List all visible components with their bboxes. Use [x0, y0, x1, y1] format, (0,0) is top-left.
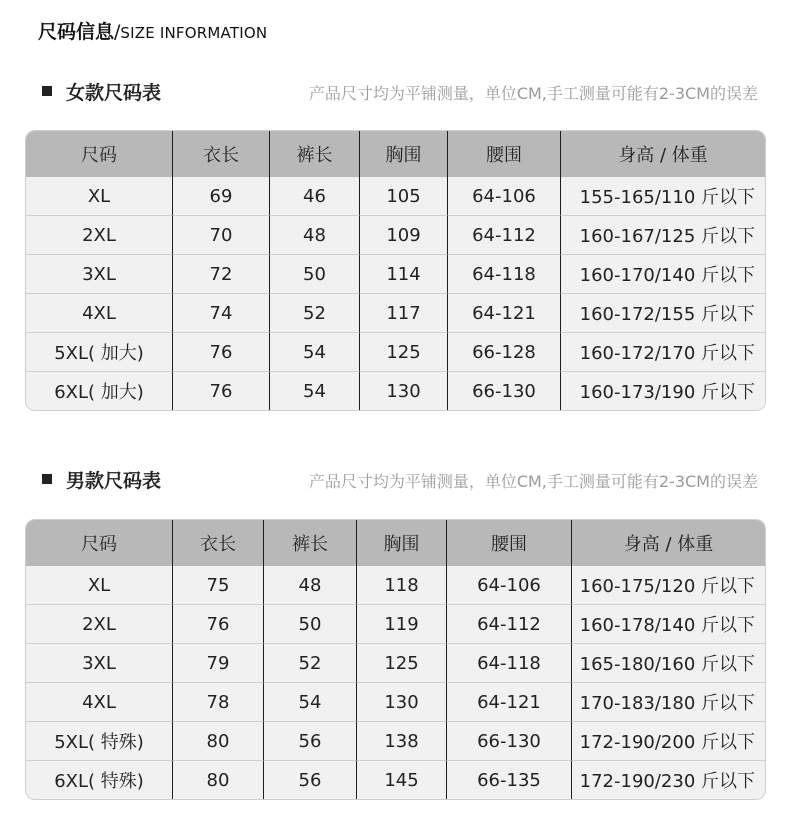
table-cell: 80: [172, 760, 263, 799]
table-header-row: [26, 131, 765, 177]
table-cell: 172-190/230 斤以下: [571, 760, 765, 799]
table-row: [26, 604, 765, 643]
table-cell: 56: [263, 760, 356, 799]
women-measure-note: 产品尺寸均为平铺测量，单位CM,手工测量可能有2-3CM的误差: [308, 84, 758, 103]
men-measure-note: 产品尺寸均为平铺测量，单位CM,手工测量可能有2-3CM的误差: [308, 472, 758, 491]
table-cell: 70: [172, 215, 269, 254]
table-cell: 54: [263, 682, 356, 721]
square-bullet-icon: [42, 474, 52, 484]
women-size-table: [25, 130, 766, 411]
table-cell: 172-190/200 斤以下: [571, 721, 765, 760]
table-cell: 160-170/140 斤以下: [560, 254, 765, 293]
table-cell: 138: [356, 721, 446, 760]
table-row: [26, 293, 765, 332]
column-header: 身高 / 体重: [571, 520, 765, 566]
table-row: [26, 682, 765, 721]
table-row: [26, 215, 765, 254]
women-section-title: 女款尺码表: [66, 82, 162, 104]
table-cell: 4XL: [26, 293, 172, 332]
table-cell: 50: [263, 604, 356, 643]
column-header: 衣长: [172, 520, 263, 566]
table-cell: 6XL( 加大): [26, 371, 172, 410]
table-cell: 79: [172, 643, 263, 682]
table-cell: 165-180/160 斤以下: [571, 643, 765, 682]
table-cell: 52: [263, 643, 356, 682]
column-header: 身高 / 体重: [560, 131, 765, 177]
table-cell: 145: [356, 760, 446, 799]
table-cell: 119: [356, 604, 446, 643]
column-header: 尺码: [26, 520, 172, 566]
table-cell: 125: [356, 643, 446, 682]
page-title-cn: 尺码信息: [38, 21, 115, 43]
women-section-header: [42, 78, 758, 104]
men-section-header: [42, 466, 758, 492]
page-title-separator: /: [114, 21, 121, 43]
table-cell: 105: [359, 177, 447, 215]
table-cell: 64-112: [447, 215, 560, 254]
men-section-title: 男款尺码表: [66, 470, 162, 492]
table-cell: 6XL( 特殊): [26, 760, 172, 799]
column-header: 尺码: [26, 131, 172, 177]
table-cell: 76: [172, 371, 269, 410]
table-header-row: [26, 520, 765, 566]
page-title: [38, 17, 267, 44]
column-header: 胸围: [359, 131, 447, 177]
table-cell: 3XL: [26, 643, 172, 682]
table-row: [26, 332, 765, 371]
table-cell: 4XL: [26, 682, 172, 721]
table-cell: XL: [26, 566, 172, 604]
table-cell: 52: [269, 293, 359, 332]
table-cell: 46: [269, 177, 359, 215]
table-cell: 2XL: [26, 215, 172, 254]
table-cell: 130: [359, 371, 447, 410]
table-row: [26, 177, 765, 215]
table-cell: 66-128: [447, 332, 560, 371]
column-header: 胸围: [356, 520, 446, 566]
table-cell: 125: [359, 332, 447, 371]
table-cell: 72: [172, 254, 269, 293]
table-cell: 160-172/170 斤以下: [560, 332, 765, 371]
table-cell: 80: [172, 721, 263, 760]
table-cell: 5XL( 加大): [26, 332, 172, 371]
table-row: [26, 254, 765, 293]
table-cell: XL: [26, 177, 172, 215]
table-cell: 114: [359, 254, 447, 293]
table-cell: 64-106: [447, 177, 560, 215]
table-cell: 75: [172, 566, 263, 604]
table-row: [26, 721, 765, 760]
table-cell: 118: [356, 566, 446, 604]
table-cell: 54: [269, 371, 359, 410]
table-cell: 78: [172, 682, 263, 721]
table-cell: 50: [269, 254, 359, 293]
table-cell: 170-183/180 斤以下: [571, 682, 765, 721]
table-cell: 48: [269, 215, 359, 254]
table-cell: 155-165/110 斤以下: [560, 177, 765, 215]
table-cell: 69: [172, 177, 269, 215]
table-cell: 66-130: [446, 721, 571, 760]
table-cell: 64-121: [447, 293, 560, 332]
table-cell: 130: [356, 682, 446, 721]
table-cell: 3XL: [26, 254, 172, 293]
column-header: 腰围: [447, 131, 560, 177]
table-cell: 64-106: [446, 566, 571, 604]
table-cell: 64-118: [446, 643, 571, 682]
table-row: [26, 566, 765, 604]
men-size-table: [25, 519, 766, 800]
table-cell: 160-172/155 斤以下: [560, 293, 765, 332]
table-cell: 66-130: [447, 371, 560, 410]
table-cell: 160-167/125 斤以下: [560, 215, 765, 254]
table-row: [26, 760, 765, 799]
table-cell: 76: [172, 604, 263, 643]
column-header: 裤长: [269, 131, 359, 177]
table-cell: 74: [172, 293, 269, 332]
table-cell: 64-118: [447, 254, 560, 293]
square-bullet-icon: [42, 86, 52, 96]
table-cell: 66-135: [446, 760, 571, 799]
table-row: [26, 371, 765, 410]
table-cell: 64-121: [446, 682, 571, 721]
table-cell: 64-112: [446, 604, 571, 643]
column-header: 衣长: [172, 131, 269, 177]
table-cell: 160-175/120 斤以下: [571, 566, 765, 604]
table-cell: 160-178/140 斤以下: [571, 604, 765, 643]
column-header: 腰围: [446, 520, 571, 566]
table-cell: 56: [263, 721, 356, 760]
table-cell: 2XL: [26, 604, 172, 643]
table-cell: 5XL( 特殊): [26, 721, 172, 760]
table-row: [26, 643, 765, 682]
column-header: 裤长: [263, 520, 356, 566]
table-cell: 76: [172, 332, 269, 371]
table-cell: 109: [359, 215, 447, 254]
page-title-en: SIZE INFORMATION: [120, 24, 268, 42]
table-cell: 117: [359, 293, 447, 332]
table-cell: 54: [269, 332, 359, 371]
table-cell: 48: [263, 566, 356, 604]
table-cell: 160-173/190 斤以下: [560, 371, 765, 410]
